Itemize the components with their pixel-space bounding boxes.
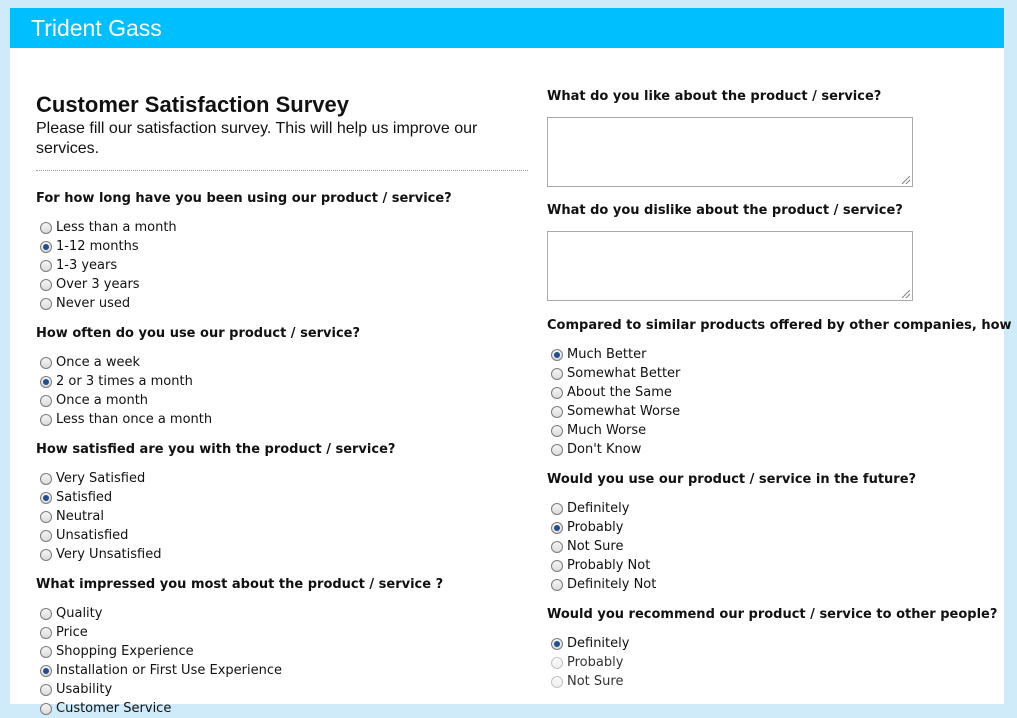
radio-unchecked-icon[interactable] xyxy=(40,260,52,272)
radio-option[interactable] xyxy=(547,345,1017,364)
radio-option-label[interactable]: Unsatisfied xyxy=(56,528,129,543)
radio-option-label[interactable]: Much Better xyxy=(567,347,647,362)
radio-unchecked-icon[interactable] xyxy=(551,676,563,688)
right-column xyxy=(547,88,1017,691)
radio-option[interactable] xyxy=(36,488,528,507)
question-label: For how long have you been using our product / service? xyxy=(36,191,452,206)
radio-option-label[interactable]: Definitely xyxy=(567,501,630,516)
radio-option-label[interactable]: Over 3 years xyxy=(56,277,140,292)
radio-option[interactable] xyxy=(36,545,528,564)
question-impressed-most xyxy=(36,576,528,718)
radio-option-label[interactable]: About the Same xyxy=(567,385,672,400)
radio-checked-icon[interactable] xyxy=(40,241,52,253)
radio-option-label[interactable]: Never used xyxy=(56,296,131,311)
radio-unchecked-icon[interactable] xyxy=(551,406,563,418)
radio-checked-icon[interactable] xyxy=(40,665,52,677)
radio-option-label[interactable]: Very Unsatisfied xyxy=(56,547,162,562)
radio-option-label[interactable]: Installation or First Use Experience xyxy=(56,663,282,678)
options-group xyxy=(547,345,1017,459)
radio-option[interactable] xyxy=(547,421,1017,440)
radio-option-label[interactable]: Definitely xyxy=(567,636,630,651)
survey-title: Customer Satisfaction Survey xyxy=(36,92,349,117)
radio-unchecked-icon[interactable] xyxy=(40,414,52,426)
radio-option[interactable] xyxy=(547,364,1017,383)
radio-option[interactable] xyxy=(36,294,528,313)
dislike-textarea[interactable] xyxy=(547,231,913,301)
options-group xyxy=(36,218,528,313)
left-column xyxy=(36,88,528,718)
radio-option-label[interactable]: Definitely Not xyxy=(567,577,657,592)
radio-unchecked-icon[interactable] xyxy=(551,368,563,380)
question-usage-frequency xyxy=(36,325,528,429)
radio-unchecked-icon[interactable] xyxy=(40,511,52,523)
radio-checked-icon[interactable] xyxy=(40,492,52,504)
options-group xyxy=(36,353,528,429)
radio-unchecked-icon[interactable] xyxy=(40,608,52,620)
radio-option[interactable] xyxy=(36,526,528,545)
question-label: Would you recommend our product / service to other people? xyxy=(547,607,998,622)
radio-option-label[interactable]: Don't Know xyxy=(567,442,642,457)
radio-option-label[interactable]: Quality xyxy=(56,606,103,621)
radio-option[interactable] xyxy=(36,680,528,699)
radio-option-label[interactable]: Neutral xyxy=(56,509,104,524)
radio-option[interactable] xyxy=(36,642,528,661)
radio-option-label[interactable]: Probably xyxy=(567,520,624,535)
divider xyxy=(36,170,528,171)
radio-option-label[interactable]: Usability xyxy=(56,682,113,697)
radio-option[interactable] xyxy=(547,499,1017,518)
radio-unchecked-icon[interactable] xyxy=(551,503,563,515)
question-label: Would you use our product / service in the future? xyxy=(547,472,917,487)
question-usage-duration xyxy=(36,190,528,313)
radio-option[interactable] xyxy=(36,372,528,391)
like-textarea[interactable] xyxy=(547,117,913,187)
radio-option[interactable] xyxy=(547,537,1017,556)
radio-option[interactable] xyxy=(547,575,1017,594)
radio-option-label[interactable]: Probably Not xyxy=(567,558,651,573)
radio-option-label[interactable]: 1-3 years xyxy=(56,258,118,273)
radio-option[interactable] xyxy=(36,410,528,429)
radio-option-label[interactable]: Once a week xyxy=(56,355,141,370)
radio-checked-icon[interactable] xyxy=(40,376,52,388)
radio-unchecked-icon[interactable] xyxy=(40,298,52,310)
radio-option[interactable] xyxy=(547,653,1017,672)
question-label: How often do you use our product / service? xyxy=(36,326,361,341)
radio-option-label[interactable]: Less than once a month xyxy=(56,412,213,427)
brand-title: Trident Gass xyxy=(31,15,162,41)
radio-option-label[interactable]: Somewhat Worse xyxy=(567,404,681,419)
radio-unchecked-icon[interactable] xyxy=(551,541,563,553)
radio-unchecked-icon[interactable] xyxy=(551,560,563,572)
options-group xyxy=(547,634,1017,691)
radio-option-label[interactable]: Customer Service xyxy=(56,701,172,716)
radio-option-label[interactable]: Shopping Experience xyxy=(56,644,194,659)
radio-option[interactable] xyxy=(36,507,528,526)
question-label: What do you like about the product / service? xyxy=(547,89,882,104)
radio-unchecked-icon[interactable] xyxy=(40,627,52,639)
question-label: Compared to similar products offered by other companies, how xyxy=(547,318,1012,333)
radio-option[interactable] xyxy=(36,391,528,410)
radio-option[interactable] xyxy=(547,440,1017,459)
radio-option-label[interactable]: Once a month xyxy=(56,393,149,408)
radio-option[interactable] xyxy=(36,275,528,294)
resize-grip-icon[interactable] xyxy=(902,290,910,298)
question-label: What impressed you most about the product / service ? xyxy=(36,577,444,592)
radio-option[interactable] xyxy=(547,556,1017,575)
radio-checked-icon[interactable] xyxy=(551,349,563,361)
radio-option[interactable] xyxy=(36,661,528,680)
radio-unchecked-icon[interactable] xyxy=(551,579,563,591)
question-compare xyxy=(547,317,1017,459)
radio-checked-icon[interactable] xyxy=(551,522,563,534)
radio-option-label[interactable]: Less than a month xyxy=(56,220,177,235)
radio-option-label[interactable]: 2 or 3 times a month xyxy=(56,374,193,389)
page-frame xyxy=(10,8,1012,716)
radio-unchecked-icon[interactable] xyxy=(40,530,52,542)
radio-option[interactable] xyxy=(36,469,528,488)
question-label: How satisfied are you with the product / service? xyxy=(36,442,396,457)
question-like xyxy=(547,88,1017,187)
question-dislike xyxy=(547,202,1017,301)
radio-option-label[interactable]: Satisfied xyxy=(56,490,113,505)
radio-option-label[interactable]: Somewhat Better xyxy=(567,366,681,381)
radio-option[interactable] xyxy=(36,218,528,237)
radio-unchecked-icon[interactable] xyxy=(551,657,563,669)
radio-unchecked-icon[interactable] xyxy=(40,222,52,234)
radio-option-label[interactable]: 1-12 months xyxy=(56,239,139,254)
radio-option[interactable] xyxy=(36,699,528,718)
radio-unchecked-icon[interactable] xyxy=(551,425,563,437)
options-group xyxy=(36,604,528,718)
radio-unchecked-icon[interactable] xyxy=(40,473,52,485)
radio-option[interactable] xyxy=(36,623,528,642)
radio-unchecked-icon[interactable] xyxy=(40,646,52,658)
radio-option[interactable] xyxy=(547,634,1017,653)
radio-option-label[interactable]: Not Sure xyxy=(567,674,624,689)
radio-option[interactable] xyxy=(36,353,528,372)
question-future-use xyxy=(547,471,1017,594)
radio-option[interactable] xyxy=(36,256,528,275)
radio-checked-icon[interactable] xyxy=(551,638,563,650)
radio-unchecked-icon[interactable] xyxy=(40,395,52,407)
question-label: What do you dislike about the product / service? xyxy=(547,203,903,218)
radio-unchecked-icon[interactable] xyxy=(40,549,52,561)
radio-option[interactable] xyxy=(547,672,1017,691)
resize-grip-icon[interactable] xyxy=(902,176,910,184)
question-recommend xyxy=(547,606,1017,691)
radio-option[interactable] xyxy=(36,604,528,623)
radio-option-label[interactable]: Probably xyxy=(567,655,624,670)
radio-unchecked-icon[interactable] xyxy=(551,444,563,456)
radio-option-label[interactable]: Very Satisfied xyxy=(56,471,146,486)
radio-option[interactable] xyxy=(547,383,1017,402)
header-bar xyxy=(10,8,1004,48)
radio-unchecked-icon[interactable] xyxy=(40,279,52,291)
options-group xyxy=(36,469,528,564)
radio-unchecked-icon[interactable] xyxy=(40,703,52,715)
radio-unchecked-icon[interactable] xyxy=(551,387,563,399)
radio-option-label[interactable]: Price xyxy=(56,625,88,640)
radio-option-label[interactable]: Much Worse xyxy=(567,423,647,438)
radio-option[interactable] xyxy=(547,518,1017,537)
question-satisfaction xyxy=(36,441,528,564)
options-group xyxy=(547,499,1017,594)
radio-unchecked-icon[interactable] xyxy=(40,684,52,696)
survey-subtitle: Please fill our satisfaction survey. This will help us improve our services. xyxy=(36,120,478,157)
radio-option[interactable] xyxy=(36,237,528,256)
radio-unchecked-icon[interactable] xyxy=(40,357,52,369)
radio-option-label[interactable]: Not Sure xyxy=(567,539,624,554)
radio-option[interactable] xyxy=(547,402,1017,421)
